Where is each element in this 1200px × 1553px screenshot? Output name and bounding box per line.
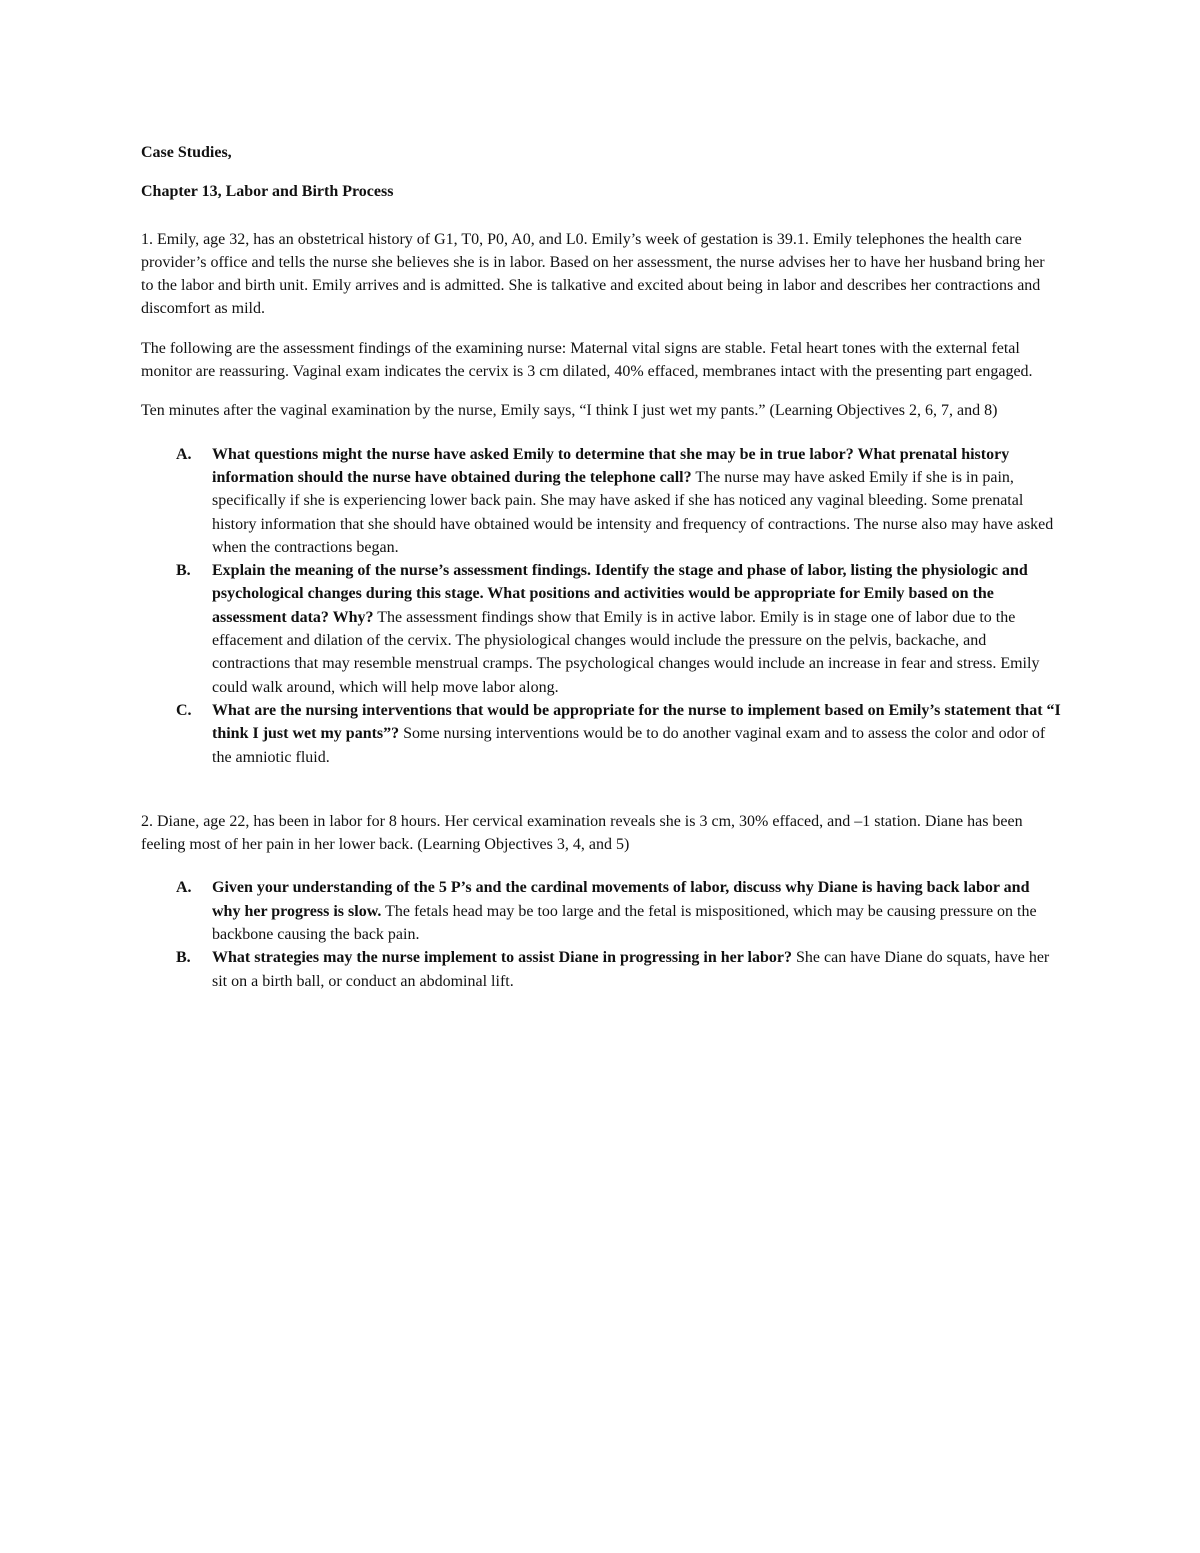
question-letter: C. [176, 701, 192, 719]
case1-intro-paragraph: 1. Emily, age 32, has an obstetrical history of G1, T0, P0, A0, and L0. Emily’s week of gestation is 39.1. Emily telephones the health care provider’s office and tells the nurse she believes she is in labor. Based on her assessment, the nurse advises her to have her husband bring her to the labor and birth unit. Emily arrives and is admitted. She is talkative and excited about being in labor and describes her contractions and discomfort as mild. [141, 230, 1045, 318]
question-letter: A. [176, 445, 192, 463]
case1-assessment-paragraph: The following are the assessment findings of the examining nurse: Maternal vital signs are stable. Fetal heart tones with the external fetal monitor are reassuring. Vaginal exam indicates the cervix is 3 cm dilated, 40% effaced, membranes intact with the presenting part engaged. [141, 339, 1033, 381]
case2-intro-paragraph: 2. Diane, age 22, has been in labor for 8 hours. Her cervical examination reveals she is 3 cm, 30% effaced, and –1 station. Diane has been feeling most of her pain in her lower back. (Learning Objectives 3, 4, and 5) [141, 812, 1023, 854]
question-text: What questions might the nurse have asked Emily to determine that she may be in true labor? What prenatal history information should the nurse have obtained during the telephone call? [212, 445, 1010, 486]
answer-text: The nurse may have asked Emily if she is in pain, specifically if she is experiencing lower back pain. She may have asked if she has noticed any vaginal bleeding. Some prenatal history information that she should have obtained would be intensity and frequency of contractions. The nurse also may have asked when the contractions began. [212, 468, 1054, 556]
document-title: Case Studies, [141, 144, 232, 161]
question-letter: A. [176, 879, 192, 897]
case1-question-list [141, 443, 1061, 769]
case2-question-b [141, 946, 1061, 993]
answer-text: The fetals head may be too large and the fetal is mispositioned, which may be causing pressure on the backbone causing the back pain. [212, 902, 1037, 944]
case1-question-a [141, 443, 1061, 559]
question-text: Explain the meaning of the nurse’s assessment findings. Identify the stage and phase of labor, listing the physiologic and psychological changes during this stage. What positions and activities would be appropriate for Emily based on the assessment data? Why? [212, 562, 1028, 626]
question-text: What strategies may the nurse implement to assist Diane in progressing in her labor? [212, 949, 792, 967]
document-page [141, 141, 1061, 993]
case1-question-b [141, 559, 1061, 699]
case1-question-c [141, 699, 1061, 769]
chapter-heading: Chapter 13, Labor and Birth Process [141, 183, 394, 201]
case2-question-list [141, 876, 1061, 992]
answer-text: Some nursing interventions would be to do another vaginal exam and to assess the color and odor of the amniotic fluid. [212, 725, 1046, 766]
answer-text: The assessment findings show that Emily is in active labor. Emily is in stage one of labor due to the effacement and dilation of the cervix. The physiological changes would include the pressure on the pelvis, backache, and contractions that may resemble menstrual cramps. The psychological changes would include an increase in fear and stress. Emily could walk around, which will help move labor along. [212, 608, 1040, 696]
question-text: What are the nursing interventions that would be appropriate for the nurse to implement based on Emily’s statement that “I think I just wet my pants”? [212, 701, 1061, 743]
case1-followup-paragraph: Ten minutes after the vaginal examination by the nurse, Emily says, “I think I just wet my pants.” (Learning Objectives 2, 6, 7, and 8) [141, 402, 998, 420]
question-text: Given your understanding of the 5 P’s and the cardinal movements of labor, discuss why Diane is having back labor and why her progress is slow. [212, 879, 1030, 920]
question-letter: B. [176, 949, 191, 967]
case-study-1 [141, 228, 1061, 769]
question-letter: B. [176, 562, 191, 580]
case2-question-a [141, 876, 1061, 946]
answer-text: She can have Diane do squats, have her sit on a birth ball, or conduct an abdominal lift. [212, 949, 1050, 990]
case-study-2 [141, 810, 1061, 993]
